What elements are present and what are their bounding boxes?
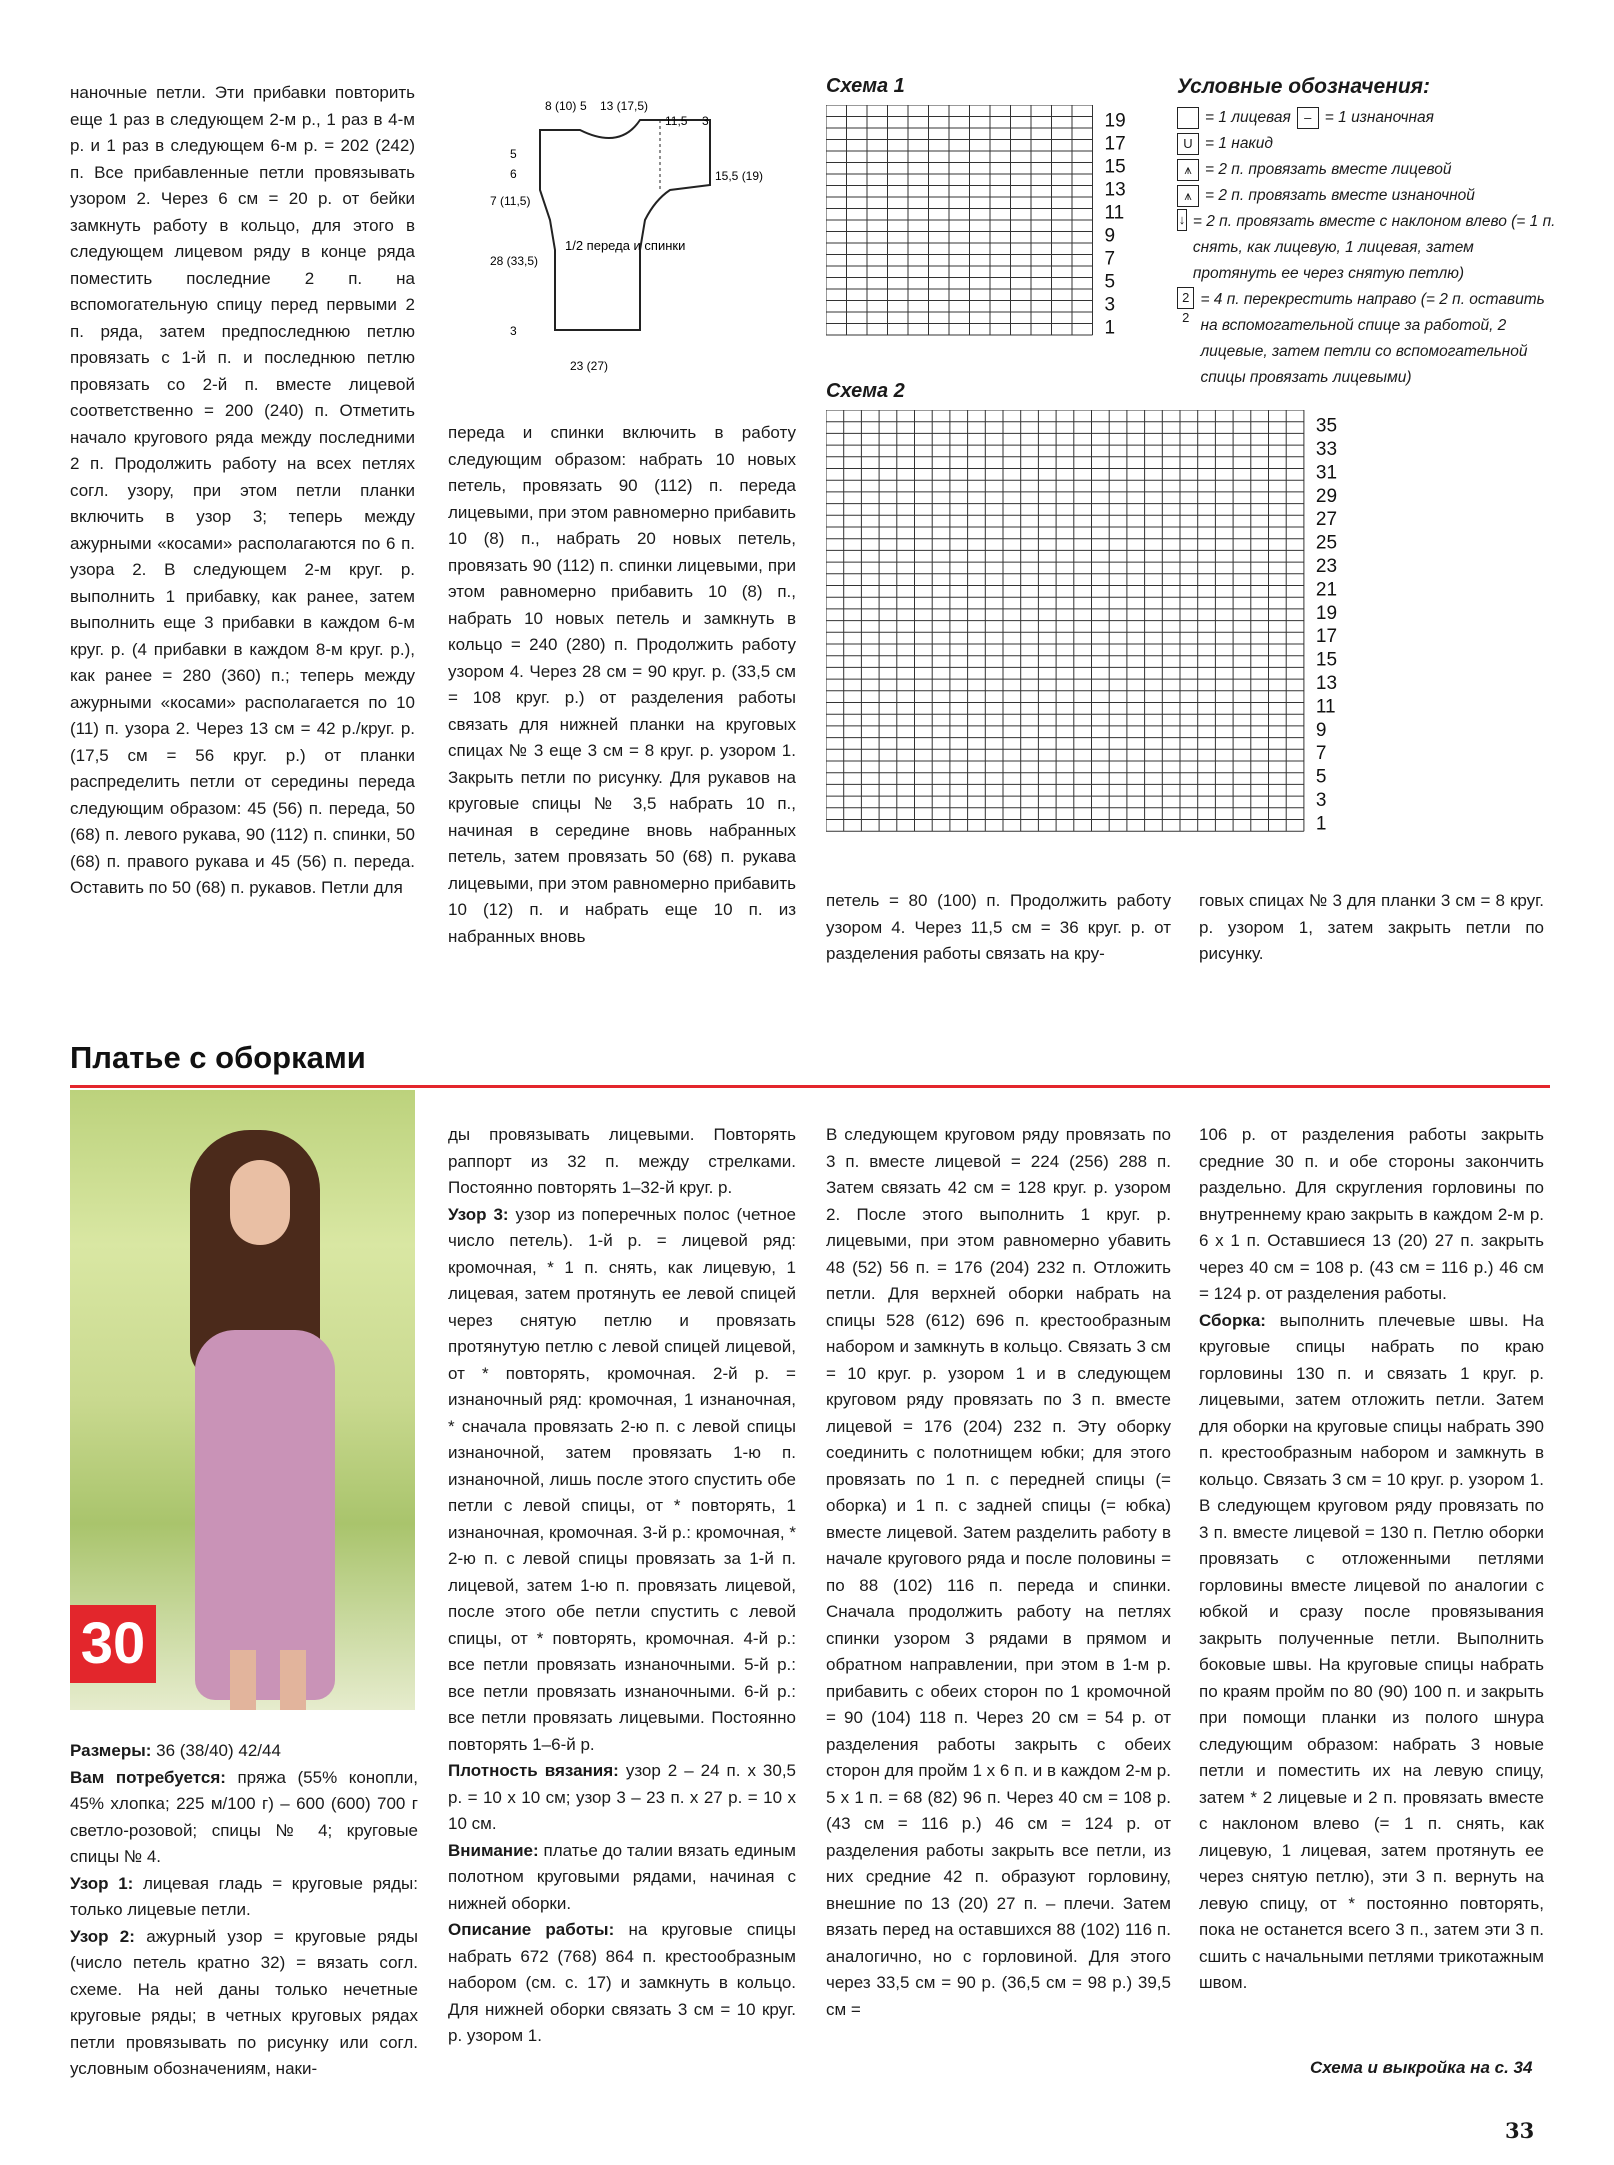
garment-schematic: [470, 80, 770, 380]
diagram-label-3a: 3: [702, 114, 709, 128]
page-number: 33: [1505, 2118, 1535, 2143]
text-column-1: наночные петли. Эти прибавки повторить еще 1 раз в следующем 2-м р., 1 раз в 4-м р. и 1 раз в следующем 6-м р. = 202 (242) п. Все прибавленные петли провязывать узором 2. Через 6 см = 20 р. от бейки замкнуть работу в кольцо, для этого в следующем лицевом ряду в конце ряда поместить последние 2 п. на вспомогательную спицу перед первыми 2 п. ряда, затем предпоследнюю петлю провязать с 1-й п. и последнюю петлю провязать со 2-й п. вместе лицевой соответственно = 200 (240) п. Отметить начало кругового ряда между последними 2 п. Продолжить работу на всех петлях согл. узору, при этом петли планки включить в узор 3; теперь между ажурными «косами» располагаются по 6 п. узора 2. В следующем 2-м круг. р. выполнить 1 прибавку, как ранее, затем выполнить еще 3 прибавки в каждом 6-м круг. р. (4 прибавки в каждом 8-м круг. р.), как ранее = 280 (360) п.; теперь между ажурными «косами» располагается по 10 (11) п. узора 2. Через 13 см = 42 р./круг. р. (17,5 см = 56 круг. р.) от планки распределить петли от середины переда следующим образом: 45 (56) п. переда, 50 (68) п. левого рукава, 90 (112) п. спинки, 50 (68) п. правого рукава и 45 (56) п. переда. Оставить по 50 (68) п. рукавов. Петли для: [70, 83, 415, 897]
row-number: 5: [1104, 271, 1116, 293]
legend-row-1: = 1 лицевая – = 1 изнаночная: [1177, 105, 1557, 131]
row-number: 27: [1315, 509, 1338, 531]
legend-row-5: ↓ = 2 п. провязать вместе с наклоном влево (= 1 п. снять, как лицевую, 1 лицевая, затем протянуть ее через снятую петлю): [1177, 209, 1557, 287]
k2tog-icon: ⩚: [1177, 159, 1199, 181]
photo-dress: [195, 1330, 335, 1700]
row-number: 19: [1315, 602, 1338, 624]
row-number: 1: [1104, 317, 1116, 339]
schema2-title: Схема 2: [826, 380, 905, 402]
row-number: 7: [1104, 248, 1116, 270]
row-number: 3: [1104, 294, 1116, 316]
diagram-label-8: 8 (10): [545, 99, 577, 113]
row-number: 7: [1315, 743, 1327, 765]
row-number: 23: [1315, 556, 1338, 578]
yarn-over-icon: U: [1177, 133, 1199, 155]
row-number: 9: [1315, 719, 1327, 741]
row-number: 17: [1315, 626, 1338, 648]
legend-row-6: 2 2 = 4 п. перекрестить направо (= 2 п. оставить на вспомогательной спице за работой, 2 лицевые, затем петли со вспомогательной спицы провязать лицевыми): [1177, 287, 1557, 391]
diagram-label-6: 6: [510, 167, 517, 181]
row-number: 13: [1315, 673, 1338, 695]
legend-row-4: ⩚ = 2 п. провязать вместе изнаночной: [1177, 183, 1557, 209]
legend-title: Условные обозначения:: [1177, 75, 1431, 98]
article-column-2: ды провязывать лицевыми. Повторять раппорт из 32 п. между стрелками. Постоянно повторять 1–32-й круг. р. Узор 3: узор из поперечных полос (четное число петель). 1-й р. = лицевой ряд: кромочная, * 1 п. снять, как лицевую, 1 лицевая, затем протянуть ее левой спицей через снятую петлю и провязать протянутую петлю с левой спицей лицевой, от * повторять, кромочная. 2-й р. = изнаночный ряд: кромочная, 1 изнаночная, * сначала провязать 2-ю п. с левой спицы изнаночной, затем провязать 1-ю п. изнаночной, лишь после этого спустить обе петли с левой спицы, от * повторять, 1 изнаночная, кромочная. 3-й р.: кромочная, * 2-ю п. с левой спицы провязать за 1-й п. лицевой, затем 1-ю п. провязать лицевой, после этого обе петли спустить с левой спицы, от * повторять, кромочная. 4-й р.: все петли провязать изнаночными. 5-й р.: все петли провязать изнаночными. 6-й р.: все петли провязать лицевыми. Постоянно повторять 1–6-й р. Плотность вязания: узор 2 – 24 п. х 30,5 р. = 10 х 10 см; узор 3 – 23 п. х 27 р. = 10 х 10 см. Внимание: платье до талии вязать единым полотном круговыми рядами, начиная с нижней оборки. Описание работы: на круговые спицы набрать 672 (768) 864 п. крестообразным набором (см. с. 17) и замкнуть в кольцо. Для нижней оборки связать 3 см = 10 круг. р. узором 1.: [448, 1125, 797, 2045]
row-number: 19: [1104, 110, 1126, 132]
diagram-label-7: 7 (11,5): [490, 194, 531, 208]
row-number: 31: [1315, 462, 1338, 484]
diagram-label-3b: 3: [510, 324, 517, 338]
knit-symbol-icon: [1177, 107, 1199, 129]
diagram-label-15-5: 15,5 (19): [715, 169, 764, 183]
diagram-label-11-5: 11,5: [665, 114, 688, 128]
p2tog-icon: ⩚: [1177, 185, 1199, 207]
diagram-label-23: 23 (27): [570, 359, 609, 373]
article-column-4: 106 р. от разделения работы закрыть средние 30 п. и обе стороны закончить раздельно. Для скругления горловины по внутреннему краю закрыть в каждом 2-м р. 6 х 1 п. Оставшиеся 13 (20) 27 п. закрыть через 40 см = 108 р. (43 см = 116 р.) 46 см = 124 р. от разделения работы. Сборка: выполнить плечевые швы. На круговые спицы набрать по краю горловины 130 п. и связать 1 круг. р. лицевыми, затем отложить петли. Затем для оборки на круговые спицы набрать 390 п. крестообразным набором и замкнуть в кольцо. Связать 3 см = 10 круг. р. узором 1. В следующем круговом ряду провязать по 3 п. вместе лицевой = 130 п. Петлю оборки провязать с отложенными петлями горловины вместе лицевой по аналогии с юбкой и сразу после провязывания закрыть полученные петли. Выполнить боковые швы. На круговые спицы набрать по краям пройм по 80 (90) 100 п. и закрыть при помощи планки из полого шнура следующим образом: набрать 3 новые петли и поместить их на левую спицу, затем * 2 лицевые и 2 п. провязать вместе с наклоном влево (= 1 п. снять, как лицевую, 1 лицевая, затем протянуть ее через снятую петлю), эти 3 п. вернуть на левую спицу, от * постоянно повторять, пока не останется всего 3 п., затем эти 3 п. сшить с начальными петлями трикотажным швом.: [1199, 1125, 1544, 1992]
row-number: 33: [1315, 439, 1338, 461]
ssk-icon: ↓: [1177, 209, 1187, 231]
article-title: Платье с оборками: [70, 1040, 366, 1075]
diagram-label-5b: 5: [510, 147, 517, 161]
row-number: 13: [1104, 179, 1126, 201]
photo-leg-right: [280, 1650, 306, 1710]
diagram-label-13: 13 (17,5): [600, 99, 649, 113]
row-number: 11: [1104, 202, 1125, 224]
row-number: 25: [1315, 532, 1338, 554]
text-column-3: петель = 80 (100) п. Продолжить работу узором 4. Через 11,5 см = 36 круг. р. от разделения работы связать на кру-: [826, 891, 1171, 963]
article-column-3: В следующем круговом ряду провязать по 3 п. вместе лицевой = 224 (256) 288 п. Затем связать 42 см = 128 круг. р. узором 2. После этого выполнить 1 круг. р. лицевыми, при этом равномерно убавить 48 (52) 56 п. = 176 (204) 232 п. Отложить петли. Для верхней оборки набрать на спицы 528 (612) 696 п. крестообразным набором и замкнуть в кольцо. Связать 3 см = 10 круг. р. узором 1 и в следующем круговом ряду провязать по 3 п. вместе лицевой = 176 (204) 232 п. Эту оборку соединить с полотнищем юбки; для этого провязать по 1 п. с передней спицы (= оборка) и 1 п. с задней спицы (= юбка) вместе лицевой. Затем разделить работу в начале кругового ряда и после половины = по 88 (102) 116 п. переда и спинки. Сначала продолжить работу на петлях спинки узором 3 рядами в прямом и обратном направлении, при этом в 1-м р. прибавить с обеих сторон по 1 кромочной = 90 (104) 118 п. Через 20 см = 54 р. от разделения работы закрыть с обеих сторон для пройм 1 х 6 п. и в каждом 2-м р. 5 х 1 п. = 68 (82) 96 п. Через 40 см = 108 р. (43 см = 116 р.) 46 см = 124 р. от разделения работы закрыть все петли, из них средние 42 п. образуют горловину, внешние по 13 (20) 27 п. – плечи. Затем вязать перед на оставшихся 88 (102) 116 п. аналогично, но с горловиной. Для этого через 33,5 см = 90 р. (36,5 см = 98 р.) 39,5 см =: [826, 1125, 1171, 2019]
row-number: 3: [1315, 790, 1327, 812]
legend-row-2: U = 1 накид: [1177, 131, 1557, 157]
diagram-label-5a: 5: [580, 99, 587, 113]
row-number: 29: [1315, 485, 1338, 507]
row-number: 15: [1315, 649, 1338, 671]
row-number: 11: [1315, 696, 1336, 718]
article-column-1: Размеры: 36 (38/40) 42/44 Вам потребуется: пряжа (55% конопли, 45% хлопка; 225 м/100 г) – 600 (600) 700 г светло-розовой; спицы № 4; круговые спицы № 4. Узор 1: лицевая гладь = круговые ряды: только лицевые петли. Узор 2: ажурный узор = круговые ряды (число петель кратно 32) = вязать согл. схеме. На ней даны только нечетные круговые ряды; в четных круговых рядах петли провязывать по рисунку или согл. условным обозначениям, наки-: [70, 1741, 418, 2078]
row-number: 9: [1104, 225, 1116, 247]
cable-symbol-icon: 2 2: [1177, 287, 1194, 309]
article-number-badge: 30: [70, 1605, 156, 1683]
text-column-2: переда и спинки включить в работу следующим образом: набрать 10 новых петель, провязать 90 (112) п. переда лицевыми, при этом равномерно прибавить 10 (8) п., набрать 20 новых петель, провязать 90 (112) п. спинки лицевыми, при этом равномерно прибавить 10 (8) п., набрать 10 новых петель и замкнуть в кольцо = 240 (280) п. Продолжить работу узором 4. Через 28 см = 90 круг. р. (33,5 см = 108 круг. р.) от разделения работы связать для нижней планки на круговых спицах № 3 еще 3 см = 8 круг. р. узором 1. Закрыть петли по рисунку. Для рукавов на круговые спицы № 3,5 набрать 10 п., начиная в середине вновь набранных петель, затем провязать 50 (68) п. рукава лицевыми, при этом равномерно прибавить 10 (12) п. и набрать еще 10 п. из набранных вновь: [448, 423, 797, 946]
text-column-4: говых спицах № 3 для планки 3 см = 8 круг. р. узором 1, затем закрыть петли по рисунку.: [1199, 891, 1544, 963]
legend-row-3: ⩚ = 2 п. провязать вместе лицевой: [1177, 157, 1557, 183]
legend: [1177, 105, 1557, 391]
schema1-grid: [826, 105, 1146, 345]
schema1-title: Схема 1: [826, 75, 905, 97]
photo-face: [230, 1160, 290, 1245]
purl-symbol-icon: –: [1297, 107, 1319, 129]
diagram-label-half: 1/2 переда и спинки: [565, 238, 686, 253]
row-number: 1: [1315, 813, 1327, 835]
footer-note: Схема и выкройка на с. 34: [1310, 2058, 1533, 2077]
row-number: 17: [1104, 133, 1126, 155]
row-number: 21: [1315, 579, 1338, 601]
schema2-grid: [826, 410, 1346, 850]
photo-leg-left: [230, 1650, 256, 1710]
row-number: 35: [1315, 415, 1338, 437]
row-number: 15: [1104, 156, 1126, 178]
title-divider: [70, 1085, 1550, 1088]
diagram-label-28: 28 (33,5): [490, 254, 539, 268]
row-number: 5: [1315, 766, 1327, 788]
